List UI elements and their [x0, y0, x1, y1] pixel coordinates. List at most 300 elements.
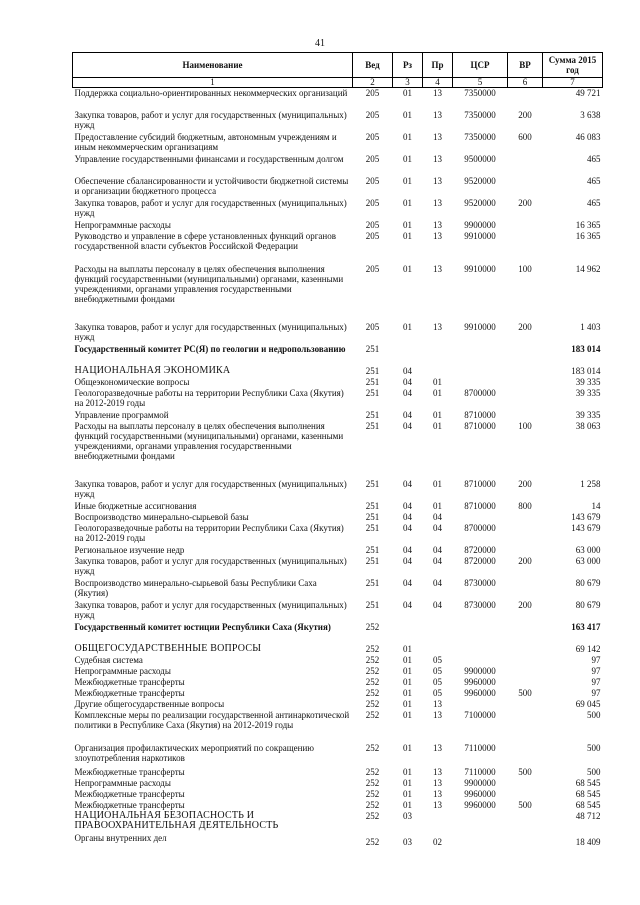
table-row: [73, 622, 603, 644]
row-csr: 7350000: [464, 88, 496, 98]
budget-table: [72, 52, 603, 847]
row-sum: 97: [591, 687, 601, 698]
row-name: Межбюджетные трансферты: [74, 788, 185, 799]
row-vr: 200: [518, 321, 532, 332]
row-csr: [453, 655, 508, 666]
table-row: [73, 523, 603, 545]
row-pr: 13: [433, 777, 442, 788]
row-ved: 205: [365, 153, 380, 164]
row-vr: [508, 778, 543, 789]
table-row: [73, 421, 603, 479]
row-csr: [453, 644, 508, 655]
row-pr: 13: [433, 219, 442, 230]
row-csr: [453, 699, 508, 710]
row-vr: [508, 710, 543, 743]
row-name: Закупка товаров, работ и услуг для государственных (муниципальных) нужд: [74, 599, 347, 620]
row-pr: 04: [433, 555, 442, 566]
row-vr: [508, 231, 543, 264]
header-name: Наименование: [73, 53, 353, 78]
row-sum: 500: [587, 709, 601, 720]
row-pr: 05: [433, 687, 442, 698]
row-ved: 205: [365, 263, 380, 274]
row-pr: [423, 811, 453, 833]
table-row: [73, 198, 603, 220]
row-sum: 465: [587, 153, 601, 164]
row-rz: 01: [403, 676, 412, 687]
row-pr: [423, 622, 453, 644]
row-name: Государственный комитет юстиции Республики Саха (Якутия): [74, 621, 331, 632]
table-row: [73, 512, 603, 523]
row-pr: 13: [433, 766, 442, 777]
row-name: Управление программой: [74, 409, 169, 420]
row-vr: [508, 366, 543, 377]
row-vr: [508, 677, 543, 688]
row-name: Органы внутренних дел: [74, 832, 167, 843]
row-csr: 9900000: [464, 777, 496, 788]
row-sum: 14: [591, 500, 601, 511]
table-row: [73, 778, 603, 789]
row-csr: 9960000: [464, 687, 496, 698]
row-rz: 04: [403, 577, 412, 588]
row-pr: 13: [433, 742, 442, 753]
row-pr: 04: [433, 599, 442, 610]
row-csr: 8710000: [464, 478, 496, 489]
row-csr: 9500000: [464, 153, 496, 164]
row-vr: 500: [518, 799, 532, 810]
row-rz: 04: [403, 420, 412, 431]
table-row: [73, 231, 603, 264]
row-pr: [423, 644, 453, 655]
row-rz: 03: [403, 810, 412, 821]
row-sum: 80 679: [575, 577, 601, 588]
row-rz: 04: [403, 555, 412, 566]
row-csr: 8710000: [464, 409, 496, 420]
row-sum: 97: [591, 654, 601, 665]
table-row: [73, 154, 603, 176]
row-sum: 49 721: [575, 88, 601, 98]
row-name: Общеэкономические вопросы: [74, 376, 190, 387]
table-row: [73, 377, 603, 388]
row-pr: 13: [433, 321, 442, 332]
row-pr: 01: [433, 420, 442, 431]
header-rz: Рз: [393, 53, 423, 78]
row-ved: 252: [365, 777, 380, 788]
row-ved: 252: [365, 788, 380, 799]
row-name: Закупка товаров, работ и услуг для государственных (муниципальных) нужд: [74, 109, 347, 130]
row-sum: 39 335: [575, 409, 601, 420]
row-vr: 200: [518, 555, 532, 566]
row-sum: 1 258: [580, 478, 601, 489]
table-row: [73, 501, 603, 512]
row-name: НАЦИОНАЛЬНАЯ ЭКОНОМИКА: [74, 364, 231, 376]
row-rz: 04: [403, 365, 412, 376]
table-row: [73, 600, 603, 622]
column-number: 2: [353, 78, 393, 88]
row-csr: [453, 366, 508, 377]
row-ved: 252: [365, 766, 380, 777]
row-ved: 251: [365, 522, 380, 533]
row-ved: 205: [365, 197, 380, 208]
row-ved: 251: [365, 577, 380, 588]
row-pr: 01: [433, 387, 442, 398]
row-pr: 04: [433, 544, 442, 555]
row-vr: [508, 666, 543, 677]
row-sum: 39 335: [575, 387, 601, 398]
table-row: [73, 677, 603, 688]
table-row: [73, 545, 603, 556]
column-number: 1: [73, 78, 353, 88]
table-row: [73, 110, 603, 132]
row-ved: 252: [365, 799, 380, 810]
row-name: Государственный комитет РС(Я) по геологии и недропользованию: [74, 343, 346, 354]
row-rz: 01: [403, 665, 412, 676]
row-csr: 7350000: [464, 109, 496, 120]
row-rz: 04: [403, 500, 412, 511]
row-vr: 100: [518, 263, 532, 274]
row-rz: [393, 344, 423, 366]
row-sum: 163 417: [571, 621, 601, 632]
row-pr: 01: [433, 478, 442, 489]
row-vr: 500: [518, 766, 532, 777]
row-name: Региональное изучение недр: [74, 544, 185, 555]
row-csr: 8730000: [464, 577, 496, 588]
row-sum: 68 545: [575, 788, 601, 799]
row-pr: 13: [433, 263, 442, 274]
row-name: Иные бюджетные ассигнования: [74, 500, 197, 511]
row-vr: [508, 388, 543, 410]
row-pr: 05: [433, 676, 442, 687]
row-rz: 01: [403, 788, 412, 799]
row-name: Межбюджетные трансферты: [74, 766, 185, 777]
row-ved: 251: [365, 599, 380, 610]
row-rz: 04: [403, 544, 412, 555]
row-name: Межбюджетные трансферты: [74, 687, 185, 698]
row-vr: [508, 811, 543, 833]
row-vr: [508, 699, 543, 710]
row-ved: 251: [365, 387, 380, 398]
table-row: [73, 743, 603, 767]
column-number: 5: [453, 78, 508, 88]
row-name: Организация профилактических мероприятий по сокращению злоупотребления наркотиков: [74, 742, 315, 763]
row-pr: 04: [433, 511, 442, 522]
header-ved: Вед: [353, 53, 393, 78]
table-row: [73, 556, 603, 578]
table-row: [73, 220, 603, 231]
table-row: [73, 176, 603, 198]
row-pr: 04: [433, 577, 442, 588]
row-sum: 18 409: [575, 836, 601, 847]
row-pr: 13: [433, 788, 442, 799]
row-rz: 01: [403, 709, 412, 720]
page-number: 41: [315, 38, 325, 49]
row-ved: 205: [365, 131, 380, 142]
row-name: Непрограммные расходы: [74, 219, 171, 230]
row-rz: 01: [403, 654, 412, 665]
row-rz: 01: [403, 153, 412, 164]
row-pr: [423, 366, 453, 377]
row-vr: [508, 220, 543, 231]
header-csr: ЦСР: [453, 53, 508, 78]
row-pr: 01: [433, 376, 442, 387]
row-rz: 01: [403, 698, 412, 709]
table-row: [73, 410, 603, 421]
row-csr: 7100000: [464, 709, 496, 720]
row-ved: 251: [365, 420, 380, 431]
row-csr: 9960000: [464, 799, 496, 810]
row-name: Поддержка социально-ориентированных некоммерческих организаций: [74, 88, 348, 98]
row-name: ОБЩЕГОСУДАРСТВЕННЫЕ ВОПРОСЫ: [74, 642, 262, 654]
row-ved: 251: [365, 478, 380, 489]
row-name: Обеспечение сбалансированности и устойчивости бюджетной системы и организации бюджетного процесса: [74, 175, 349, 196]
row-ved: 205: [365, 321, 380, 332]
row-vr: 600: [518, 131, 532, 142]
row-sum: 183 014: [571, 343, 601, 354]
row-sum: 97: [591, 665, 601, 676]
row-pr: 13: [433, 230, 442, 241]
row-pr: 02: [433, 836, 442, 847]
row-rz: 01: [403, 766, 412, 777]
row-name: Межбюджетные трансферты: [74, 799, 185, 810]
row-vr: [508, 789, 543, 800]
row-rz: 01: [403, 219, 412, 230]
row-name: НАЦИОНАЛЬНАЯ БЕЗОПАСНОСТЬ И ПРАВООХРАНИТЕЛЬНАЯ ДЕЯТЕЛЬНОСТЬ: [74, 809, 279, 831]
row-pr: 13: [433, 698, 442, 709]
row-sum: 143 679: [571, 511, 601, 522]
row-vr: [508, 833, 543, 847]
table-row: [73, 322, 603, 344]
table-row: [73, 578, 603, 600]
row-ved: 205: [365, 109, 380, 120]
row-vr: 500: [518, 687, 532, 698]
row-rz: 01: [403, 88, 412, 98]
row-csr: 9910000: [464, 230, 496, 241]
row-vr: [508, 176, 543, 198]
row-vr: [508, 344, 543, 366]
row-rz: 04: [403, 387, 412, 398]
row-ved: 251: [365, 511, 380, 522]
table-row: [73, 644, 603, 655]
row-csr: [453, 622, 508, 644]
row-vr: [508, 743, 543, 767]
row-ved: 252: [365, 687, 380, 698]
table-row: [73, 88, 603, 110]
row-pr: 13: [433, 153, 442, 164]
row-rz: 01: [403, 799, 412, 810]
row-name: Воспроизводство минерально-сырьевой базы: [74, 511, 249, 522]
table-row: [73, 710, 603, 743]
row-name: Расходы на выплаты персоналу в целях обеспечения выполнения функций государственными (муниципальными) органами, казенными учреждениями, органами управления государственными внебюджетными фондами: [74, 263, 344, 304]
table-row: [73, 811, 603, 833]
row-ved: 251: [365, 365, 380, 376]
row-vr: [508, 377, 543, 388]
row-pr: 05: [433, 654, 442, 665]
row-name: Непрограммные расходы: [74, 665, 171, 676]
row-ved: 252: [365, 665, 380, 676]
table-row: [73, 366, 603, 377]
row-sum: 46 083: [575, 131, 601, 142]
row-csr: [453, 512, 508, 523]
header-sum: Сумма 2015 год: [543, 53, 603, 78]
row-rz: 04: [403, 478, 412, 489]
row-csr: 7110000: [464, 766, 496, 777]
table-row: [73, 833, 603, 847]
row-sum: 500: [587, 766, 601, 777]
row-sum: 16 365: [575, 230, 601, 241]
row-vr: [508, 410, 543, 421]
row-vr: 800: [518, 500, 532, 511]
row-pr: 13: [433, 197, 442, 208]
row-sum: 63 000: [575, 555, 601, 566]
row-vr: [508, 644, 543, 655]
row-csr: 9900000: [464, 665, 496, 676]
row-pr: 13: [433, 131, 442, 142]
row-rz: 01: [403, 321, 412, 332]
row-sum: 465: [587, 175, 601, 186]
row-csr: 9910000: [464, 321, 496, 332]
row-sum: 1 403: [580, 321, 601, 332]
row-sum: 80 679: [575, 599, 601, 610]
table-row: [73, 767, 603, 778]
row-ved: 251: [365, 500, 380, 511]
table-row: [73, 388, 603, 410]
row-csr: 8730000: [464, 599, 496, 610]
table-header-row: [73, 53, 603, 78]
row-vr: [508, 523, 543, 545]
row-name: Воспроизводство минерально-сырьевой базы Республики Саха (Якутия): [74, 577, 317, 598]
table-row: [73, 688, 603, 699]
table-row: [73, 699, 603, 710]
row-csr: 9520000: [464, 175, 496, 186]
row-ved: 251: [365, 409, 380, 420]
row-csr: 8710000: [464, 500, 496, 511]
row-sum: 16 365: [575, 219, 601, 230]
row-sum: 39 335: [575, 376, 601, 387]
row-sum: 68 545: [575, 777, 601, 788]
row-csr: 8710000: [464, 420, 496, 431]
row-sum: 500: [587, 742, 601, 753]
column-number: 7: [543, 78, 603, 88]
row-name: Непрограммные расходы: [74, 777, 171, 788]
row-rz: 04: [403, 376, 412, 387]
row-vr: 200: [518, 599, 532, 610]
row-sum: 14 962: [575, 263, 601, 274]
row-pr: 13: [433, 88, 442, 98]
row-vr: [508, 622, 543, 644]
row-ved: 252: [365, 742, 380, 753]
row-csr: 9900000: [464, 219, 496, 230]
row-pr: 01: [433, 409, 442, 420]
table-row: [73, 666, 603, 677]
row-sum: 3 638: [580, 109, 601, 120]
row-ved: 252: [365, 621, 380, 632]
row-pr: 13: [433, 109, 442, 120]
row-ved: 205: [365, 88, 380, 98]
row-ved: 251: [365, 555, 380, 566]
header-pr: Пр: [423, 53, 453, 78]
row-csr: 9910000: [464, 263, 496, 274]
row-sum: 69 142: [575, 643, 601, 654]
row-csr: 8720000: [464, 544, 496, 555]
row-sum: 63 000: [575, 544, 601, 555]
row-rz: [393, 622, 423, 644]
row-name: Закупка товаров, работ и услуг для государственных (муниципальных) нужд: [74, 555, 347, 576]
row-sum: 183 014: [571, 365, 601, 376]
row-rz: 01: [403, 643, 412, 654]
row-name: Комплексные меры по реализации государственной антинаркотической политики в Республике Саха (Якутия) на 2012-2019 годы: [74, 709, 350, 730]
row-ved: 205: [365, 219, 380, 230]
row-name: Судебная система: [74, 654, 143, 665]
table-row: [73, 264, 603, 322]
table-row: [73, 655, 603, 666]
row-csr: 8720000: [464, 555, 496, 566]
row-csr: 8700000: [464, 387, 496, 398]
row-vr: [508, 512, 543, 523]
row-name: Расходы на выплаты персоналу в целях обеспечения выполнения функций государственными (муниципальными) органами, казенными учреждениями, органами управления государственными внебюджетными фондами: [74, 420, 344, 461]
table-row: [73, 800, 603, 811]
row-csr: 7350000: [464, 131, 496, 142]
row-rz: 01: [403, 742, 412, 753]
row-sum: 38 063: [575, 420, 601, 431]
row-name: Геологоразведочные работы на территории Республики Саха (Якутия) на 2012-2019 годы: [74, 387, 344, 408]
header-vr: ВР: [508, 53, 543, 78]
row-name: Предоставление субсидий бюджетным, автономным учреждениям и иным некоммерческим организациям: [74, 131, 337, 152]
row-vr: [508, 154, 543, 176]
row-pr: [423, 344, 453, 366]
row-rz: 04: [403, 409, 412, 420]
row-vr: [508, 88, 543, 110]
row-name: Другие общегосударственные вопросы: [74, 698, 225, 709]
row-sum: 68 545: [575, 799, 601, 810]
row-rz: 01: [403, 263, 412, 274]
row-ved: 251: [365, 376, 380, 387]
row-ved: 251: [365, 343, 380, 354]
row-vr: 200: [518, 109, 532, 120]
row-rz: 01: [403, 197, 412, 208]
row-vr: [508, 578, 543, 600]
row-vr: [508, 655, 543, 666]
row-pr: 05: [433, 665, 442, 676]
row-vr: 100: [518, 420, 532, 431]
row-ved: 251: [365, 544, 380, 555]
row-rz: 01: [403, 109, 412, 120]
row-vr: [508, 545, 543, 556]
row-csr: 8700000: [464, 522, 496, 533]
table-row: [73, 132, 603, 154]
row-sum: 48 712: [575, 810, 601, 821]
column-number: 4: [423, 78, 453, 88]
row-csr: 7110000: [464, 742, 496, 753]
row-rz: 04: [403, 511, 412, 522]
table-row: [73, 344, 603, 366]
row-vr: 200: [518, 478, 532, 489]
row-sum: 465: [587, 197, 601, 208]
row-csr: [453, 344, 508, 366]
row-ved: 252: [365, 654, 380, 665]
row-csr: 9960000: [464, 676, 496, 687]
row-pr: 13: [433, 175, 442, 186]
row-pr: 01: [433, 500, 442, 511]
row-csr: [453, 811, 508, 833]
table-row: [73, 479, 603, 501]
row-ved: 205: [365, 230, 380, 241]
row-name: Закупка товаров, работ и услуг для государственных (муниципальных) нужд: [74, 478, 347, 499]
row-name: Управление государственными финансами и государственным долгом: [74, 153, 344, 164]
row-name: Геологоразведочные работы на территории Республики Саха (Якутия) на 2012-2019 годы: [74, 522, 344, 543]
row-sum: 69 045: [575, 698, 601, 709]
row-name: Руководство и управление в сфере установленных функций органов государственной власти субъектов Российской Федерации: [74, 230, 336, 251]
row-pr: 13: [433, 799, 442, 810]
row-vr: 200: [518, 197, 532, 208]
